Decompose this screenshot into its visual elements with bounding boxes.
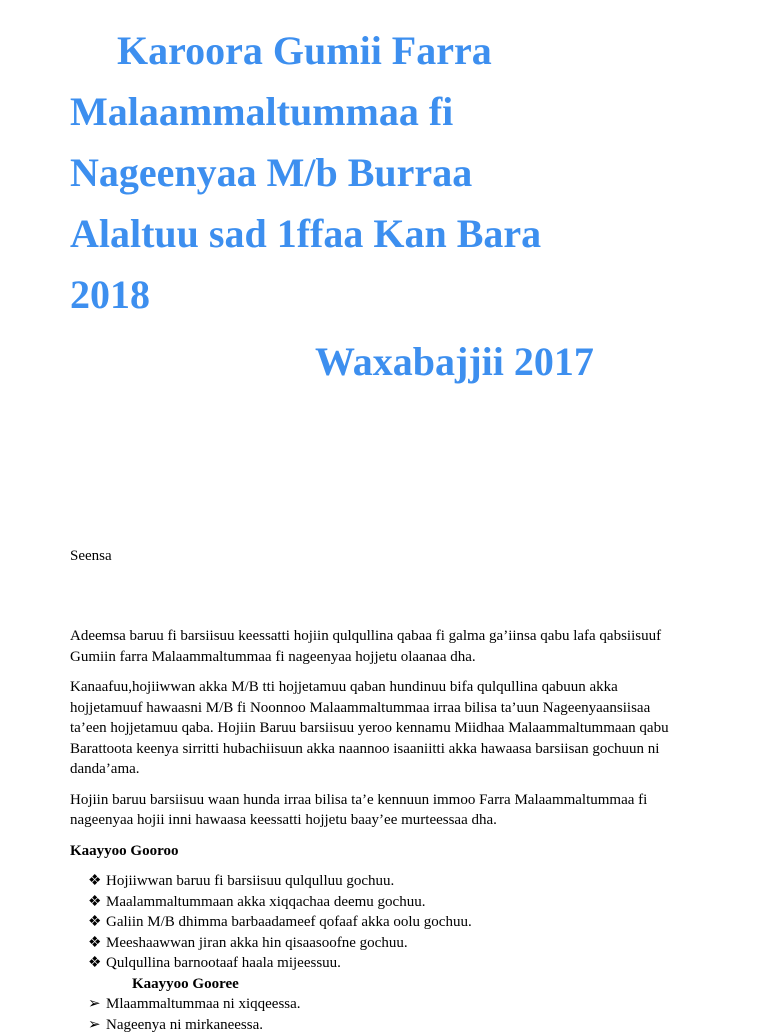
goal-heading: Kaayyoo Gooroo — [70, 841, 710, 862]
paragraph-line: ta’een hojjetamuu qaba. Hojiin Baruu barsiisuu yeroo kennamu Miidhaa Malaammaltummaan qabu — [70, 718, 710, 739]
title-line-1: Karoora Gumii Farra — [70, 20, 710, 81]
list-item-text: Galiin M/B dhimma barbaadameef qofaaf akka oolu gochuu. — [106, 914, 472, 930]
paragraph-line: nageenyaa hojii inni hawaasa keessatti hojjetu baay’ee murteessaa dha. — [70, 810, 710, 831]
paragraph-3 — [70, 790, 710, 831]
section-label-seensa: Seensa — [70, 546, 112, 566]
list-item-text: Nageenya ni mirkaneessa. — [106, 1017, 263, 1033]
document-body — [70, 626, 710, 1035]
list-item-text: Qulqullina barnootaaf haala mijeessuu. — [106, 955, 341, 971]
arrow-bullet-icon: ➢ — [88, 1015, 104, 1035]
document-title — [70, 20, 710, 325]
diamond-bullet-icon: ❖ — [88, 892, 104, 913]
paragraph-line: danda’ama. — [70, 759, 710, 780]
list-item-text: Hojiiwwan baruu fi barsiisuu qulqulluu gochuu. — [106, 873, 394, 889]
diamond-bullet-icon: ❖ — [88, 912, 104, 933]
paragraph-1 — [70, 626, 710, 667]
general-goals-list — [88, 871, 710, 974]
paragraph-line: Kanaafuu,hojiiwwan akka M/B tti hojjetamuu qaban hundinuu bifa qulqullina qabuun akka — [70, 677, 710, 698]
paragraph-line: Gumiin farra Malaammaltummaa fi nageenyaa hojjetu olaanaa dha. — [70, 647, 710, 668]
paragraph-line: Adeemsa baruu fi barsiisuu keessatti hojiin qulqullina qabaa fi galma ga’iinsa qabu lafa qabsiisuuf — [70, 626, 710, 647]
list-item-text: Maalammaltummaan akka xiqqachaa deemu gochuu. — [106, 894, 425, 910]
specific-goals-list — [88, 994, 710, 1035]
diamond-bullet-icon: ❖ — [88, 871, 104, 892]
list-item-text: Mlaammaltummaa ni xiqqeessa. — [106, 996, 301, 1012]
arrow-bullet-icon: ➢ — [88, 994, 104, 1015]
list-item — [88, 994, 710, 1015]
list-item — [88, 892, 710, 913]
paragraph-line: hojjetamuuf hawaasni M/B fi Noonnoo Malaammaltummaa irraa bilisa ta’uun Nageenyaansiisaa — [70, 698, 710, 719]
list-item — [88, 933, 710, 954]
paragraph-line: Hojiin baruu barsiisuu waan hunda irraa bilisa ta’e kennuun immoo Farra Malaammaltummaa fi — [70, 790, 710, 811]
title-line-4: Alaltuu sad 1ffaa Kan Bara — [70, 203, 710, 264]
list-item — [88, 1015, 710, 1035]
specific-goal-heading: Kaayyoo Gooree — [132, 974, 710, 995]
list-item-text: Meeshaawwan jiran akka hin qisaasoofne gochuu. — [106, 935, 408, 951]
list-item — [88, 912, 710, 933]
list-item — [88, 871, 710, 892]
paragraph-line: Barattoota keenya sirritti hubachiisuun akka naannoo isaaniitti akka hawaasa barsiisan gochuun ni — [70, 739, 710, 760]
paragraph-2 — [70, 677, 710, 780]
diamond-bullet-icon: ❖ — [88, 953, 104, 974]
title-line-3: Nageenyaa M/b Burraa — [70, 142, 710, 203]
diamond-bullet-icon: ❖ — [88, 933, 104, 954]
title-line-2: Malaammaltummaa fi — [70, 81, 710, 142]
list-item — [88, 953, 710, 974]
document-date: Waxabajjii 2017 — [315, 334, 594, 390]
title-line-5: 2018 — [70, 264, 710, 325]
